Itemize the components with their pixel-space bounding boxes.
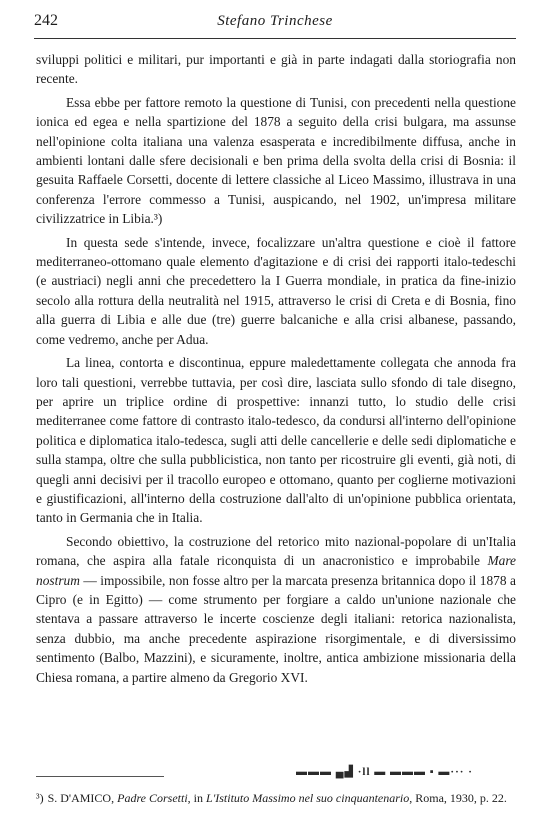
running-head: Stefano Trinchese (217, 13, 333, 29)
footnote-journal: L'Istituto Massimo nel suo cinquantenario (206, 791, 410, 805)
page-number: 242 (34, 12, 58, 29)
footnote-connector: , in (187, 791, 207, 805)
body-text (36, 50, 516, 687)
footnote-author: S. D'AMICO, (47, 791, 115, 805)
stray-print-mark: ▬▬▬ ▄▟ ·ll ▬ ▬▬▬ ▪ ▬··· · (296, 766, 473, 778)
footnote-rest: , Roma, 1930, p. 22. (409, 791, 507, 805)
paragraph-3: In questa sede s'intende, invece, focalizzare un'altra questione e cioè il fattore mediterraneo-ottomano quale elemento d'agitazione e di crisi dei rapporti italo-tedeschi (e austriaci) negli anni che precedettero la I Guerra mondiale, in pratica da fine-inizio secolo alla rottura della neutralità nel 1915, attraverso le crisi di Creta e di Bosnia, fino alla guerra di Libia e alle due (tre) guerre balcaniche e alla crisi albanese, passando, come vedremo, anche per Adua. (36, 234, 516, 347)
footnote-marker: ³) (36, 791, 44, 805)
paragraph-5-text-a: Secondo obiettivo, la costruzione del retorico mito nazional-popolare di un'Italia romana, che aspira alla fatale riconquista di un anacronistico e improbabile (36, 533, 516, 569)
footnote-rule (36, 776, 164, 777)
footnote-title: Padre Corsetti (117, 791, 188, 805)
footnote (36, 790, 516, 807)
paragraph-1: sviluppi politici e militari, pur importanti e già in parte indagati dalla storiografia non recente. (36, 52, 516, 87)
paragraph-5-italic: Mare nostrum (36, 553, 516, 588)
header-rule (34, 38, 516, 39)
page-header (34, 12, 516, 34)
paragraph-5-text-b: — impossibile, non fosse altro per la marcata presenza britannica dopo il 1878 a Cipro (e in Egitto) — come strumento per forgiare a caldo un'unione nazionale che stentava a passare attraverso le incerte coscienze degli italiani: retorica nazionalista, senza dubbio, ma anche precedente aspirazione risorgimentale, e di diversissimo sentimento (Balbo, Mazzini), e sicuramente, inoltre, antica ambizione missionaria della Chiesa romana, a partire almeno da Gregorio XVI. (36, 572, 516, 685)
paragraph-5 (36, 532, 516, 687)
paragraph-4: La linea, contorta e discontinua, eppure maledettamente collegata che annoda fra loro tali questioni, verrebbe tuttavia, per così dire, lasciata sullo sfondo di tale disegno, per aprire un triplice ordine di prospettive: innanzi tutto, lo studio delle crisi mediterranee come fattore di contrasto italo-tedesco, da condursi all'interno dell'opinione politica e diplomatica italo-tedesca, sugli atti delle cancellerie e delle sedi diplomatiche e sulla stampa, oltre che sulla pubblicistica, non tanto per ricostruire gli eventi, già noti, di quegli anni decisivi per il tracollo europeo e ottomano, quanto per coglierne motivazioni e giustificazioni, all'interno della costruzione dall'alto di un'opinione pubblica orientata, tanto in Germania che in Italia. (36, 355, 516, 526)
paragraph-2: Essa ebbe per fattore remoto la questione di Tunisi, con precedenti nella questione ionica ed egea e nella spartizione del 1878 a seguito della crisi bulgara, ma assunse nell'opinione colta italiana una valenza esasperata e incredibilmente diffusa, anche in ambienti lontani dalle sfere decisionali e ben prima della svolta della crisi di Bosnia: il gesuita Raffaele Corsetti, docente di lettere classiche al Liceo Massimo, illustrava in una conferenza l'errore commesso a Tunisi, auspicando, nel 1902, un'impresa militare civilizzatrice in Libia.³) (36, 94, 516, 227)
